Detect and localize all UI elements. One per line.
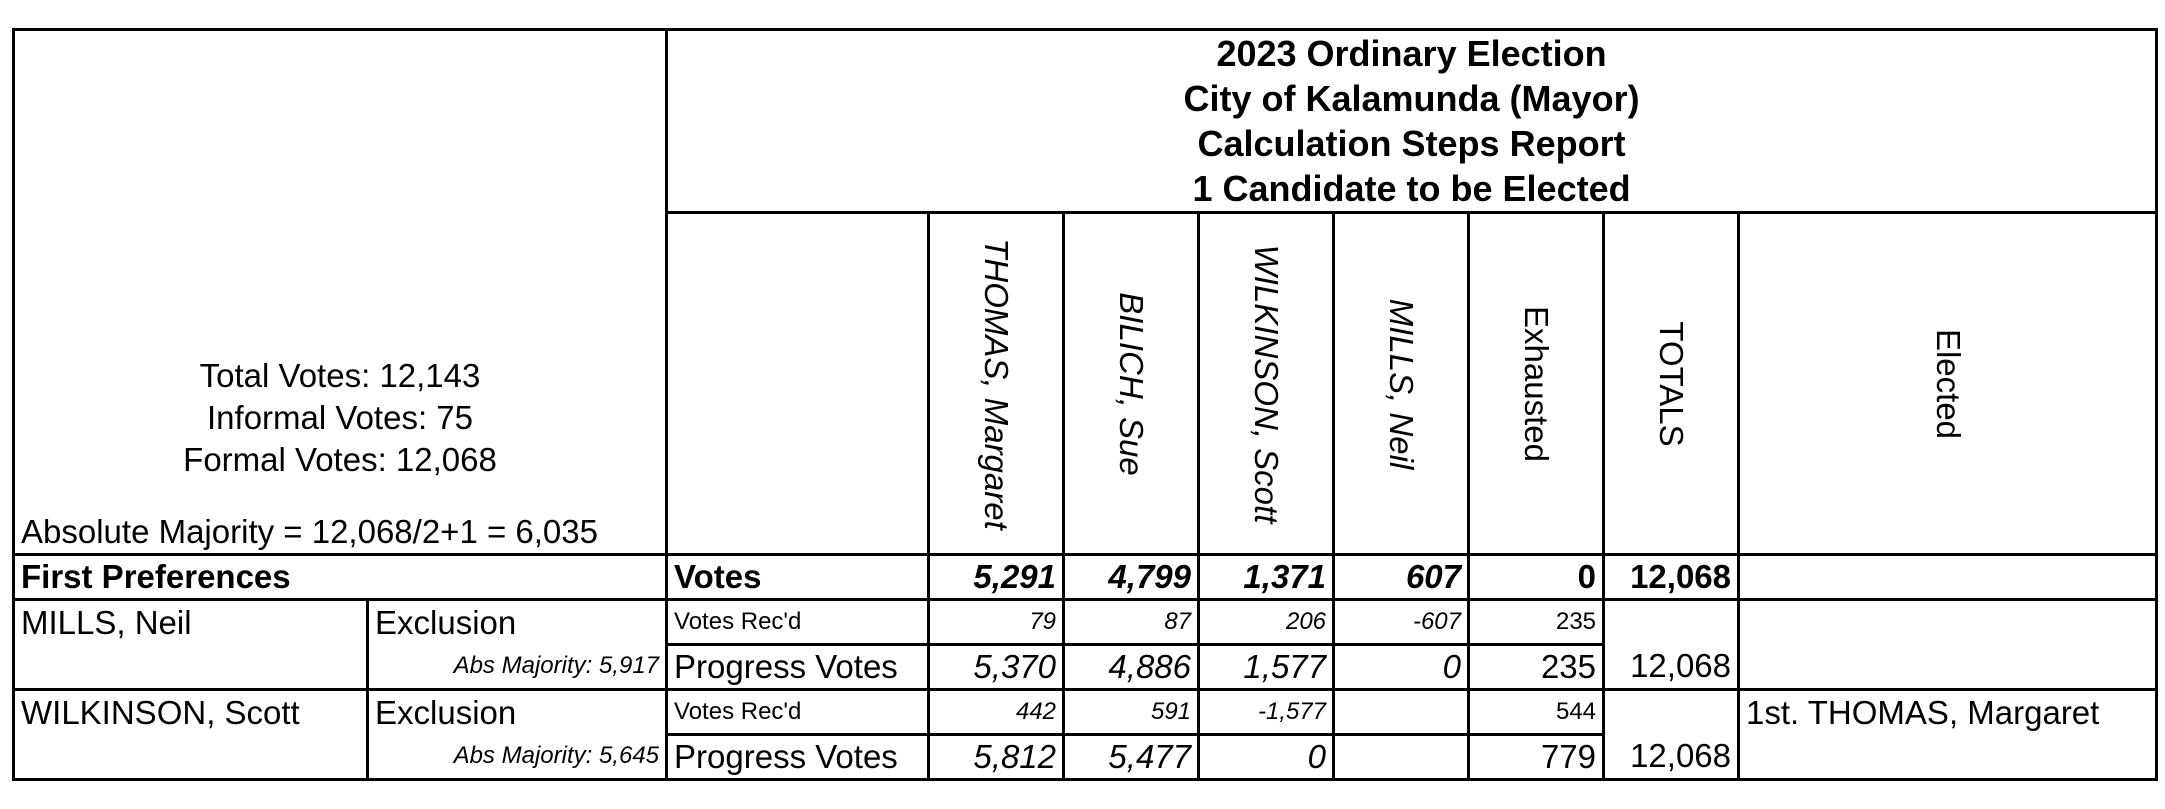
title-line-2: City of Kalamunda (Mayor) [1183, 78, 1640, 119]
step-1-prog-elected [1739, 645, 2157, 690]
calculation-steps-table [12, 28, 2158, 781]
step-1-rec-bilich: 87 [1064, 600, 1199, 645]
step-2-prog-totals: 12,068 [1604, 735, 1739, 780]
col-header-thomas: THOMAS, Margaret [929, 213, 1064, 555]
step-2-progress-row [14, 735, 2157, 780]
step-2-prog-thomas: 5,812 [929, 735, 1064, 780]
step-1-action: Exclusion [368, 600, 667, 645]
step-2-received-row [14, 690, 2157, 735]
step-1-candidate-cont [14, 645, 368, 690]
step-1-received-label: Votes Rec'd [667, 600, 929, 645]
first-preferences-label: First Preferences [14, 555, 667, 600]
informal-votes: Informal Votes: 75 [207, 399, 473, 436]
step-1-progress-label: Progress Votes [667, 645, 929, 690]
col-header-mills: MILLS, Neil [1334, 213, 1469, 555]
formal-votes: Formal Votes: 12,068 [183, 441, 497, 478]
step-1-rec-wilkinson: 206 [1199, 600, 1334, 645]
step-1-abs-majority: Abs Majority: 5,917 [368, 645, 667, 690]
step-1-prog-thomas: 5,370 [929, 645, 1064, 690]
step-1-progress-row [14, 645, 2157, 690]
step-1-rec-mills: -607 [1334, 600, 1469, 645]
step-2-prog-wilkinson: 0 [1199, 735, 1334, 780]
col-header-wilkinson: WILKINSON, Scott [1199, 213, 1334, 555]
step-2-prog-exhausted: 779 [1469, 735, 1604, 780]
step-1-prog-bilich: 4,886 [1064, 645, 1199, 690]
step-2-received-label: Votes Rec'd [667, 690, 929, 735]
title-line-1: 2023 Ordinary Election [1216, 33, 1607, 74]
col-header-bilich: BILICH, Sue [1064, 213, 1199, 555]
step-1-rec-thomas: 79 [929, 600, 1064, 645]
step-2-rec-thomas: 442 [929, 690, 1064, 735]
step-2-candidate-cont [14, 735, 368, 780]
title-line-3: Calculation Steps Report [1197, 123, 1626, 164]
step-2-abs-majority: Abs Majority: 5,645 [368, 735, 667, 780]
step-2-candidate: WILKINSON, Scott [14, 690, 368, 735]
step-2-rec-exhausted: 544 [1469, 690, 1604, 735]
fp-elected [1739, 555, 2157, 600]
step-2-rec-bilich: 591 [1064, 690, 1199, 735]
fp-mills: 607 [1334, 555, 1469, 600]
title-line-4: 1 Candidate to be Elected [1192, 168, 1631, 209]
step-2-prog-elected [1739, 735, 2157, 780]
absolute-majority: Absolute Majority = 12,068/2+1 = 6,035 [21, 513, 598, 550]
step-2-rec-wilkinson: -1,577 [1199, 690, 1334, 735]
first-preferences-row [14, 555, 2157, 600]
fp-wilkinson: 1,371 [1199, 555, 1334, 600]
step-1-rec-elected [1739, 600, 2157, 645]
step-1-rec-totals [1604, 600, 1739, 645]
col-header-totals: TOTALS [1604, 213, 1739, 555]
summary-cell [14, 30, 667, 555]
col-header-exhausted: Exhausted [1469, 213, 1604, 555]
step-2-rec-mills [1334, 690, 1469, 735]
step-1-rec-exhausted: 235 [1469, 600, 1604, 645]
fp-bilich: 4,799 [1064, 555, 1199, 600]
step-2-prog-bilich: 5,477 [1064, 735, 1199, 780]
col-header-elected: Elected [1739, 213, 2157, 555]
votes-label: Votes [667, 555, 929, 600]
total-votes: Total Votes: 12,143 [199, 357, 481, 394]
step-2-rec-totals [1604, 690, 1739, 735]
step-1-prog-wilkinson: 1,577 [1199, 645, 1334, 690]
step-2-elected: 1st. THOMAS, Margaret [1739, 690, 2157, 735]
report-title [667, 30, 2157, 213]
step-1-prog-exhausted: 235 [1469, 645, 1604, 690]
fp-exhausted: 0 [1469, 555, 1604, 600]
step-1-prog-totals: 12,068 [1604, 645, 1739, 690]
step-1-prog-mills: 0 [1334, 645, 1469, 690]
step-1-received-row [14, 600, 2157, 645]
step-2-action: Exclusion [368, 690, 667, 735]
fp-totals: 12,068 [1604, 555, 1739, 600]
step-1-candidate: MILLS, Neil [14, 600, 368, 645]
step-2-prog-mills [1334, 735, 1469, 780]
fp-thomas: 5,291 [929, 555, 1064, 600]
blank-header-cell [667, 213, 929, 555]
step-2-progress-label: Progress Votes [667, 735, 929, 780]
